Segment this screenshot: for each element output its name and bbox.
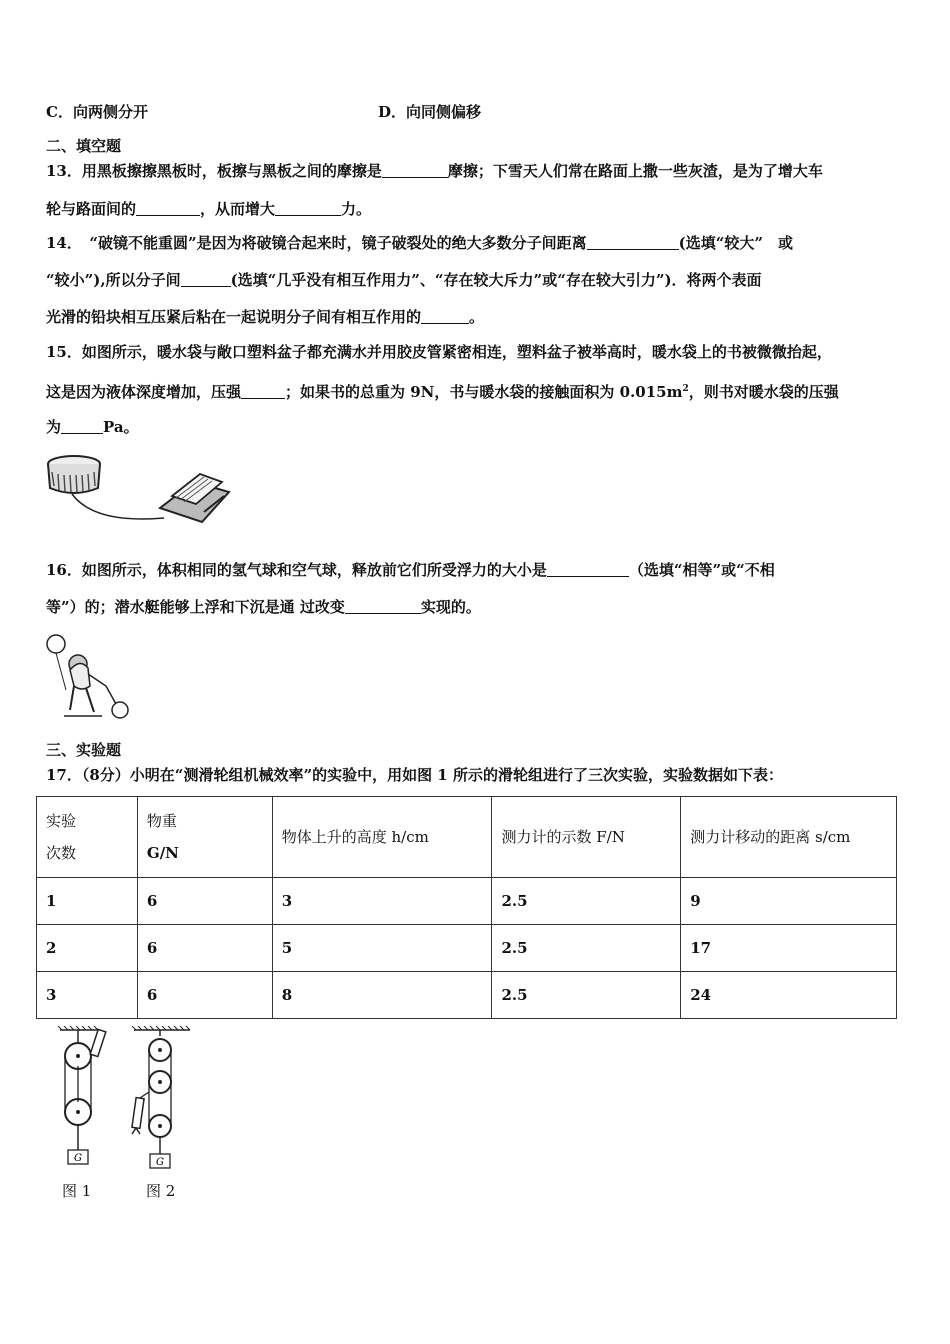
table-cell: 3 (272, 878, 492, 925)
pulley-figure-2 (128, 1026, 196, 1174)
q13-blank-2[interactable] (136, 199, 200, 216)
header-force: 测力计的示数 F/N (492, 797, 681, 878)
q15-text-d: 为 (46, 418, 62, 436)
q13-text-d: ，从而增大 (200, 200, 276, 218)
table-cell: 17 (681, 925, 897, 972)
q13-text-c: 轮与路面间的 (46, 200, 137, 218)
q16-text-b: （选填“相等”或“不相 (628, 561, 775, 579)
q14-text-d: (选填“几乎没有相互作用力”、“存在较大斥力”或“存在较大引力”)．将两个表面 (230, 271, 762, 289)
q15-text-a: 这是因为液体深度增加，压强 (46, 383, 242, 401)
experiment-data-table (36, 796, 897, 1019)
table-cell: 1 (37, 878, 138, 925)
section-fill-title: 二、填空题 (46, 137, 122, 155)
table-cell: 5 (272, 925, 492, 972)
figure-2-caption: 图 2 (146, 1182, 176, 1200)
header-height: 物体上升的高度 h/cm (272, 797, 492, 878)
table-cell: 6 (137, 925, 272, 972)
q14-blank-3[interactable] (421, 307, 469, 324)
header-trial: 实验 次数 (37, 797, 138, 878)
q13-blank-3[interactable] (275, 199, 341, 216)
pulley-figure-1 (56, 1026, 112, 1168)
table-row (37, 878, 897, 925)
table-header-row (37, 797, 897, 878)
weight-label-2: G (156, 1157, 164, 1168)
q15-text-c: ，则书对暖水袋的压强 (688, 383, 839, 401)
weight-label-1: G (74, 1153, 82, 1164)
table-cell: 2 (37, 925, 138, 972)
q14-line1 (46, 233, 793, 253)
q14-text-c: “较小”),所以分子间 (46, 271, 181, 289)
balloon-child-figure (44, 630, 134, 722)
q14-line3 (46, 307, 484, 327)
table-cell: 6 (137, 878, 272, 925)
q15-line3 (46, 417, 139, 437)
table-cell: 6 (137, 972, 272, 1019)
table-row (37, 972, 897, 1019)
table-cell: 2.5 (492, 972, 681, 1019)
q13-text-e: 力。 (341, 200, 372, 218)
table-cell: 3 (37, 972, 138, 1019)
q14-blank-1[interactable] (587, 233, 679, 250)
q14-line2 (46, 270, 762, 290)
figure-1-caption: 图 1 (62, 1182, 92, 1200)
option-c: C．向两侧分开 (46, 103, 148, 121)
q15-blank-1[interactable] (241, 382, 285, 399)
q15-superscript: 2 (682, 384, 689, 394)
option-d: D．向同侧偏移 (378, 103, 482, 121)
hot-water-bag-figure (44, 452, 234, 530)
q14-text-f: 。 (469, 308, 485, 326)
q15-line2 (46, 379, 839, 402)
section-experiment-title: 三、实验题 (46, 741, 122, 759)
table-row (37, 925, 897, 972)
q16-blank-2[interactable] (345, 597, 421, 614)
q14-text-a: 14． “破镜不能重圆”是因为将破镜合起来时，镜子破裂处的绝大多数分子间距离 (46, 234, 587, 252)
q14-text-b: (选填“较大” 或 (678, 234, 793, 252)
q15-text-b: ；如果书的总重为 9N，书与暖水袋的接触面积为 0.015m (285, 383, 683, 401)
q14-text-e: 光滑的铅块相互压紧后粘在一起说明分子间有相互作用的 (46, 308, 422, 326)
q14-blank-2[interactable] (181, 270, 231, 287)
q16-blank-1[interactable] (547, 560, 629, 577)
header-weight: 物重 G/N (137, 797, 272, 878)
q13-line1 (46, 161, 823, 181)
q16-line1 (46, 560, 775, 580)
table-cell: 8 (272, 972, 492, 1019)
q17-intro: 17．（8分）小明在“测滑轮组机械效率”的实验中，用如图 1 所示的滑轮组进行了三次实验，实验数据如下表： (46, 766, 783, 784)
q15-blank-2[interactable] (61, 417, 103, 434)
q16-text-a: 16．如图所示，体积相同的氢气球和空气球，释放前它们所受浮力的大小是 (46, 561, 547, 579)
q13-blank-1[interactable] (382, 161, 448, 178)
q13-text-b: 摩擦；下雪天人们常在路面上撒一些灰渣，是为了增大车 (447, 162, 823, 180)
q15-line1: 15．如图所示，暖水袋与敞口塑料盆子都充满水并用胶皮管紧密相连，塑料盆子被举高时，暖水袋上的书被微微抬起， (46, 343, 832, 361)
table-cell: 24 (681, 972, 897, 1019)
q13-text-a: 13．用黑板擦擦黑板时，板擦与黑板之间的摩擦是 (46, 162, 382, 180)
q16-line2 (46, 597, 481, 617)
table-cell: 9 (681, 878, 897, 925)
q16-text-c: 等”）的；潜水艇能够上浮和下沉是通 过改变 (46, 598, 345, 616)
table-cell: 2.5 (492, 878, 681, 925)
table-cell: 2.5 (492, 925, 681, 972)
q13-line2 (46, 199, 371, 219)
q16-text-d: 实现的。 (420, 598, 481, 616)
header-distance: 测力计移动的距离 s/cm (681, 797, 897, 878)
q15-text-e: Pa。 (103, 418, 139, 436)
